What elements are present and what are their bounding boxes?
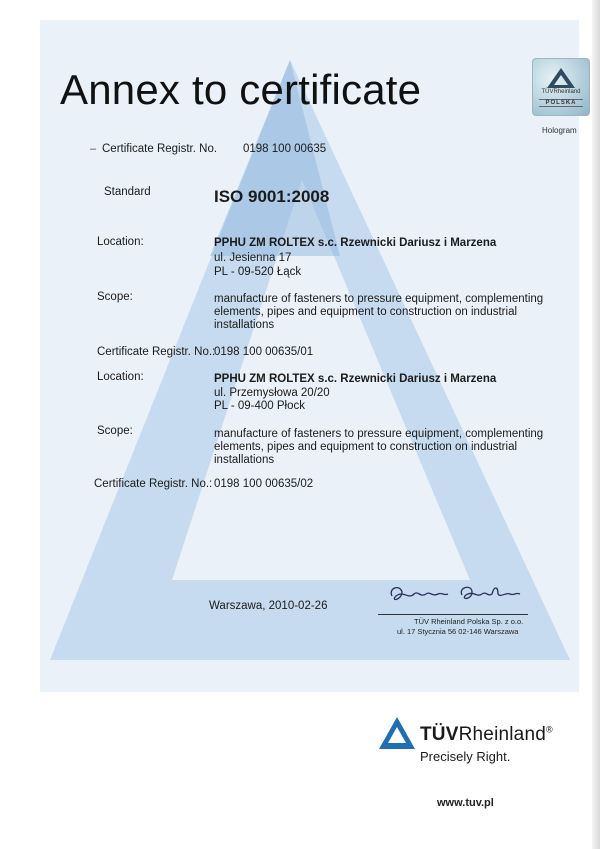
website-url: www.tuv.pl	[437, 797, 494, 809]
registration-number-1: 0198 100 00635/01	[214, 346, 314, 358]
signature-line	[378, 614, 528, 615]
tuv-logo-icon	[378, 716, 416, 750]
registration-number-2: 0198 100 00635/02	[214, 478, 314, 490]
address-city-2: PL - 09-400 Płock	[214, 400, 305, 412]
address-street-1: ul. Jesienna 17	[214, 252, 292, 264]
hologram-caption: Hologram	[542, 126, 577, 135]
scope-line-2-3: installations	[214, 454, 275, 466]
company-name-1: PPHU ZM ROLTEX s.c. Rzewnicki Dariusz i Marzena	[214, 237, 497, 249]
hologram-badge	[532, 58, 590, 116]
address-street-2: ul. Przemysłowa 20/20	[214, 387, 330, 399]
scope-line-2-2: elements, pipes and equipment to construction on industrial	[214, 441, 518, 453]
brand-name-light: Rheinland	[458, 724, 546, 745]
handwritten-signature	[380, 578, 530, 610]
registered-mark: ®	[545, 724, 553, 735]
standard-label: Standard	[104, 186, 151, 198]
company-name-2: PPHU ZM ROLTEX s.c. Rzewnicki Dariusz i Marzena	[214, 373, 497, 385]
leader-dash: –	[90, 143, 97, 155]
issuer-name: TÜV Rheinland Polska Sp. z o.o.	[414, 617, 524, 626]
certificate-number-label: Certificate Registr. No.	[102, 143, 218, 155]
hologram	[532, 58, 590, 116]
standard-value: ISO 9001:2008	[214, 187, 330, 206]
brand-name	[420, 724, 553, 746]
registration-label-1: Certificate Registr. No.:	[97, 346, 216, 358]
document-title: Annex to certificate	[60, 66, 422, 113]
location-label-1: Location:	[97, 236, 144, 248]
certificate-number: 0198 100 00635	[243, 143, 327, 155]
location-label-2: Location:	[97, 371, 144, 383]
brand-name-bold: TÜV	[420, 724, 459, 745]
address-city-1: PL - 09-520 Łąck	[214, 266, 302, 278]
hologram-brand: TÜVRheinland	[541, 89, 581, 95]
hologram-triangle-icon	[546, 67, 576, 89]
scope-label-1: Scope:	[97, 291, 133, 303]
scope-label-2: Scope:	[97, 425, 133, 437]
registration-label-2: Certificate Registr. No.:	[94, 478, 213, 490]
scope-line-1-2: elements, pipes and equipment to construction on industrial	[214, 306, 518, 318]
hologram-country: POLSKA	[539, 99, 583, 107]
brand-tagline: Precisely Right.	[420, 749, 511, 764]
scan-edge	[592, 0, 600, 849]
scope-line-2-1: manufacture of fasteners to pressure equipment, complementing	[214, 428, 544, 440]
scope-line-1-1: manufacture of fasteners to pressure equipment, complementing	[214, 293, 544, 305]
scope-line-1-3: installations	[214, 319, 275, 331]
issuer-address: ul. 17 Stycznia 56 02-146 Warszawa	[397, 627, 519, 636]
place-and-date: Warszawa, 2010-02-26	[209, 600, 328, 612]
